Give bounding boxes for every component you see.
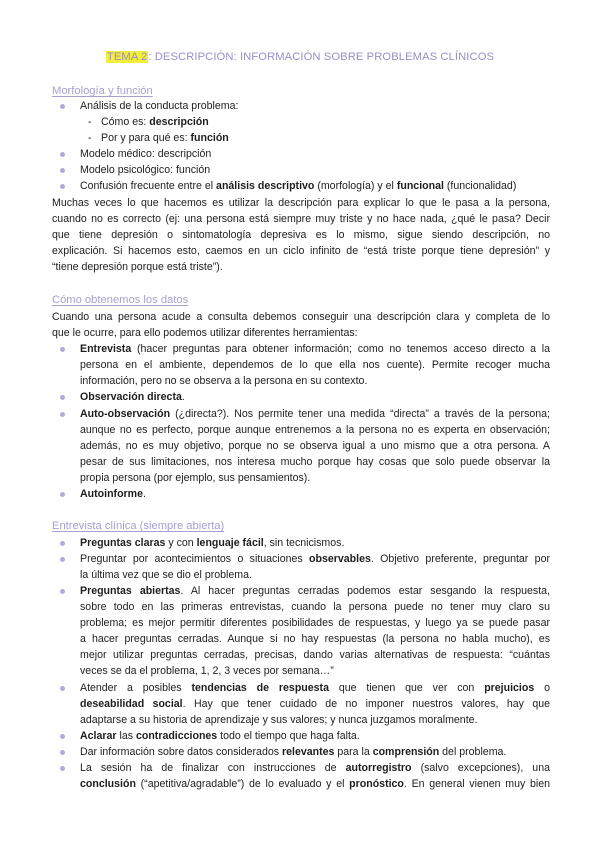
list-item-line: sobre todo en las primeras entrevistas, cuando la persona puede no tener muy claro su: [80, 601, 550, 613]
bullet-dot: [60, 686, 65, 691]
dash-marker: -: [88, 116, 92, 128]
paragraph-line: que tiene depresión o sintomatología depresiva es lo mismo, sigue siendo descripción, no: [52, 229, 550, 241]
bullet-dot: [60, 395, 65, 400]
list-item: Observación directa.: [80, 391, 185, 403]
list-item: Modelo médico: descripción: [80, 148, 212, 160]
list-item: Auto-observación (¿directa?). Nos permite tener una medida “directa” a través de la persona;: [80, 408, 550, 420]
list-item-line: aunque no es perfecto, porque aunque entrenemos a la persona no es experta en observación;: [80, 424, 550, 436]
bullet-dot: [60, 168, 65, 173]
bullet-dot: [60, 766, 65, 771]
list-item: Dar información sobre datos considerados relevantes para la comprensión del problema.: [80, 746, 507, 758]
bullet-dot: [60, 734, 65, 739]
bullet-dot: [60, 492, 65, 497]
list-item-line: problema; es mejor permitir diferentes posibilidades de respuestas, y luego ya se puede pasar: [80, 617, 550, 629]
bullet-dot: [60, 750, 65, 755]
list-item-line: conclusión (“apetitiva/agradable”) de lo evaluado y el pronóstico. En general vienen muy bien: [80, 778, 551, 790]
list-item-line: a hacer preguntas cerradas. Aunque si no hay respuestas (la persona no habla mucho), es: [80, 633, 550, 645]
list-subitem: Por y para qué es: función: [101, 132, 229, 144]
list-item: Preguntas abiertas. Al hacer preguntas cerradas podemos estar sesgando la respuesta,: [80, 585, 550, 597]
list-item-line: veces se da el problema, 1, 2, 3 veces por semana…”: [80, 665, 334, 677]
list-item: Aclarar las contradicciones todo el tiempo que haga falta.: [80, 730, 360, 742]
bullet-dot: [60, 104, 65, 109]
list-item-line: información, pero no se observa a la persona en su contexto.: [80, 375, 368, 387]
bullet-dot: [60, 347, 65, 352]
bullet-dot: [60, 152, 65, 157]
list-item: Atender a posibles tendencias de respuesta que tienen que ver con prejuicios o: [80, 682, 550, 694]
title-rest: : DESCRIPCIÓN: INFORMACIÓN SOBRE PROBLEMAS CLÍNICOS: [148, 51, 495, 63]
list-item: Modelo psicológico: función: [80, 164, 211, 176]
list-item: Preguntar por acontecimientos o situaciones observables. Objetivo preferente, preguntar por: [80, 553, 550, 565]
bullet-dot: [60, 557, 65, 562]
list-item: Análisis de la conducta problema:: [80, 100, 239, 112]
paragraph-line: explicación. Si hacemos esto, caemos en un ciclo infinito de “está triste porque tiene depresión” y: [52, 245, 550, 257]
title-highlight: TEMA 2: [106, 51, 148, 63]
list-item: Preguntas claras y con lenguaje fácil, sin tecnicismos.: [80, 537, 345, 549]
list-item-line: además, no es muy objetivo, porque no se observa igual a uno mismo que a otra persona. A: [80, 440, 550, 452]
section-heading-entrevista: Entrevista clínica (siempre abierta): [52, 520, 225, 532]
list-item-line: adaptarse a su historia de aprendizaje y sus valores; y nunca juzgamos moralmente.: [80, 714, 478, 726]
list-item: Confusión frecuente entre el análisis descriptivo (morfología) y el funcional (funcionalidad): [80, 180, 517, 192]
list-item-line: deseabilidad social. Hay que tener cuidado de no imponer nuestros valores, hay que: [80, 698, 550, 710]
list-item-line: la última vez que se dio el problema.: [80, 569, 252, 581]
list-item: Entrevista (hacer preguntas para obtener información; como no tenemos acceso directo a la: [80, 343, 550, 355]
bullet-dot: [60, 184, 65, 189]
paragraph-line: cuando no es correcto (ej: una persona está siempre muy triste y no hace nada, ¿qué le pasa? Decir: [52, 213, 550, 225]
list-subitem: Cómo es: descripción: [101, 116, 209, 128]
section-heading-morfologia: Morfología y función: [52, 85, 153, 97]
section-heading-datos: Cómo obtenemos los datos: [52, 294, 189, 306]
list-item: La sesión ha de finalizar con instrucciones de autorregistro (salvo excepciones), una: [80, 762, 550, 774]
bullet-dot: [60, 541, 65, 546]
bullet-dot: [60, 589, 65, 594]
paragraph-line: Muchas veces lo que hacemos es utilizar la descripción para explicar lo que le pasa a la persona,: [52, 197, 550, 209]
dash-marker: -: [88, 132, 92, 144]
list-item-line: pesar de sus limitaciones, nos interesa mucho porque hay cosas que solo puede observar la: [80, 456, 550, 468]
list-item: Autoinforme.: [80, 488, 146, 500]
paragraph-line: “tiene depresión porque está triste”).: [52, 261, 223, 273]
list-item-line: propia persona (por ejemplo, sus pensamientos).: [80, 472, 311, 484]
page-title: [0, 51, 600, 63]
list-item-line: persona en el ambiente, dependemos de lo que ella nos cuente). Permite recoger mucha: [80, 359, 550, 371]
paragraph-line: que le ocurre, para ello podemos utilizar diferentes herramientas:: [52, 327, 358, 339]
bullet-dot: [60, 412, 65, 417]
paragraph-line: Cuando una persona acude a consulta debemos conseguir una descripción clara y completa de lo: [52, 311, 550, 323]
list-item-line: mejor utilizar preguntas cerradas, precisas, dando varias alternativas de respuesta: “cuántas: [80, 649, 550, 661]
